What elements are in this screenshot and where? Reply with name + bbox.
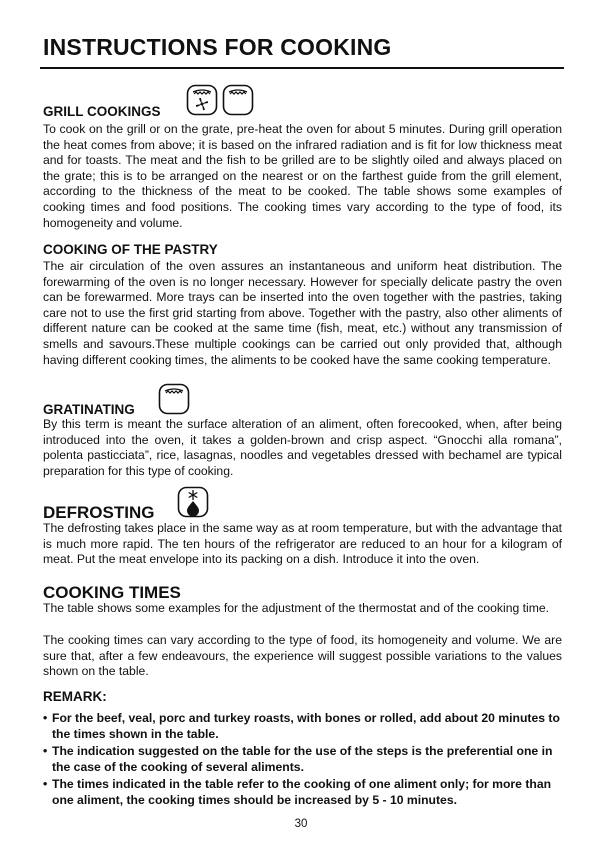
gratinating-text: By this term is meant the surface alteration of an aliment, often forecooked, when, after being introduced into the oven, it takes a golden-brown and crisp aspect. “Gnocchi alla romana”, polenta pasticciata”, rice, lasagnas, noodles and vegetables dressed with bechamel are typical preparation for this type of cooking. <box>43 417 562 478</box>
bullet-icon: • <box>43 711 48 725</box>
pastry-heading: COOKING OF THE PASTRY <box>43 242 218 257</box>
cooking-times-heading: COOKING TIMES <box>43 583 181 602</box>
remark-item-text: The indication suggested on the table for the use of the steps is the preferential one in the case of the cooking of several aliments. <box>52 744 553 774</box>
defrosting-heading: DEFROSTING <box>43 503 155 522</box>
grill-cookings-text: To cook on the grill or on the grate, pre-heat the oven for about 5 minutes. During grill operation the heat comes from above; it is based on the infrared radiation and is fit for low thickness meat and for toasts. The meat and the fish to be grilled are to be slightly oiled and always placed on the grate; this is to be arranged on the nearest or on the farthest guide from the grill element, according to the thickness of the meat to be cooked. The table shows some examples of cooking times and food positions. The cooking times vary according to the type of food, its homogeneity and volume. <box>43 122 562 230</box>
defrosting-text: The defrosting takes place in the same way as at room temperature, but with the advantage that is much more rapid. The ten hours of the refrigerator are reduced to an hour for a kilogram of meat. Put the meat envelope into its packing on a dish. Introduce it into the oven. <box>43 521 562 567</box>
grill-fan-icon <box>186 84 218 116</box>
remark-item <box>43 744 567 775</box>
page-number: 30 <box>294 818 308 830</box>
remark-item-text: For the beef, veal, porc and turkey roasts, with bones or rolled, add about 20 minutes to the times shown in the table. <box>52 711 560 741</box>
bullet-icon: • <box>43 777 48 792</box>
grill-cookings-heading: GRILL COOKINGS <box>43 104 161 119</box>
defrost-icon <box>177 486 209 518</box>
pastry-text: The air circulation of the oven assures an instantaneous and uniform heat distribution. The forewarming of the oven is no longer necessary. However for specially delicate pastry the oven can be forewarmed. More trays can be inserted into the oven together with the pastries, taking care not to use the first grid starting from above. Together with the pastry, also other aliments of different nature can be cooked at the same time (fish, meat, etc.) without any transmission of smells and savours.These multiple cookings can be carried out only provided that, although having different cooking times, the aliments to be cooked have the same cooking temperature. <box>43 259 562 367</box>
grill-icon <box>158 383 190 415</box>
grill-icon <box>222 84 254 116</box>
remark-item <box>43 711 567 742</box>
gratinating-heading: GRATINATING <box>43 402 135 417</box>
remark-list <box>43 711 567 811</box>
title-divider <box>40 67 564 69</box>
page-title: INSTRUCTIONS FOR COOKING <box>43 34 392 60</box>
remark-item-text: The times indicated in the table refer to the cooking of one aliment only; for more than one aliment, the cooking times should be increased by 5 - 10 minutes. <box>52 777 552 807</box>
remark-item <box>43 777 567 808</box>
bullet-icon: • <box>43 744 48 759</box>
remark-heading: REMARK: <box>43 689 107 704</box>
cooking-times-text-2: The cooking times can vary according to the type of food, its homogeneity and volume. We are sure that, after a few endeavours, the experience will suggest possible variations to the values shown on the table. <box>43 633 562 679</box>
cooking-times-text-1: The table shows some examples for the adjustment of the thermostat and of the cooking time. <box>43 601 550 615</box>
